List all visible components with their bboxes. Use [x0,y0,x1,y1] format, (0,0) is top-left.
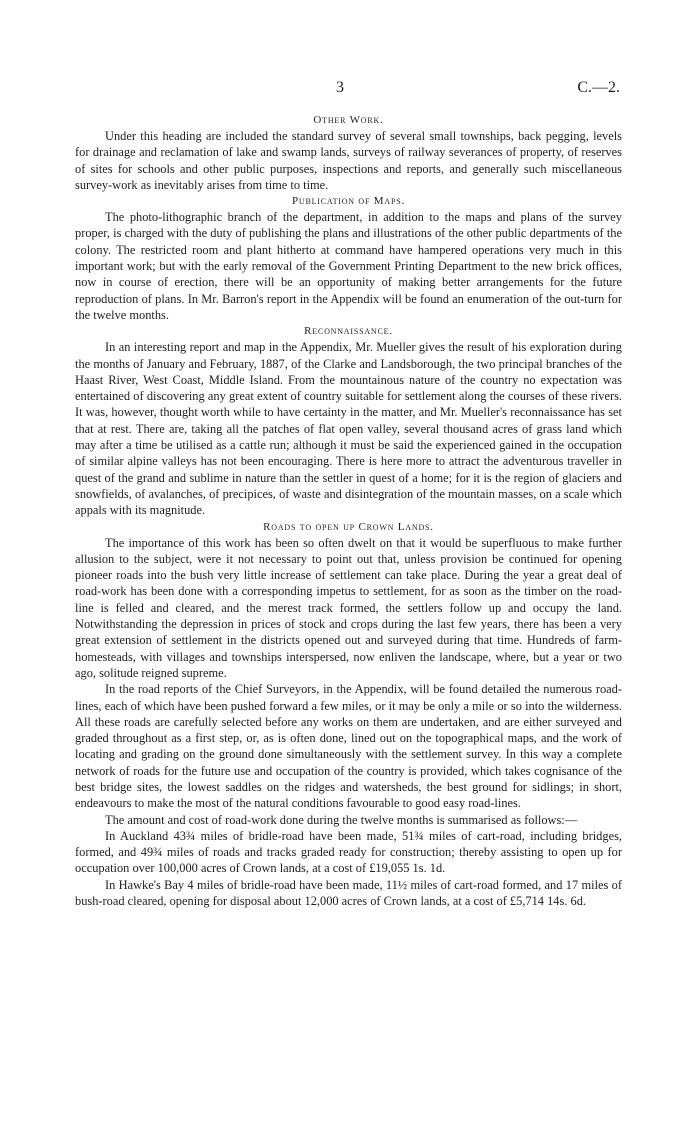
paragraph: In the road reports of the Chief Surveyors, in the Appendix, will be found detailed the numerous road-lines, each of which have been pushed forward a few miles, or it may be only a mile or so into the wilderness. All these roads are carefully selected before any works on them are undertaken, and are either surveyed and graded throughout as a first step, or, as is often done, lined out on the topographical maps, and the work of locating and grading on the ground done simultaneously with the settlement survey. In this way a complete network of roads for the future use and occupation of the country is provided, which takes cognisance of the best bridge sites, the lowest saddles on the ridges and watersheds, the best ground for sidlings; in short, endeavours to make the most of the natural conditions favourable to good easy road-lines. [75,682,622,811]
paragraph: In Hawke's Bay 4 miles of bridle-road have been made, 11½ miles of cart-road formed, and 17 miles of bush-road cleared, opening for disposal about 12,000 acres of Crown lands, at a cost of £5,714 14s. 6d. [75,877,622,909]
section-reconnaissance [75,323,622,518]
paragraph: The photo-lithographic branch of the department, in addition to the maps and plans of the survey proper, is charged with the duty of publishing the plans and illustrations of the other public departments of the colony. The restricted room and plant hitherto at command have hampered operations very much in this important work; but with the early removal of the Government Printing Department to the new brick offices, now in course of erection, there will be an opportunity of making better arrangements for the future reproduction of plans. In Mr. Barron's report in the Appendix will be found an enumeration of the out-turn for the twelve months. [75,210,622,322]
section-heading: Roads to open up Crown Lands. [263,520,434,533]
body-text [75,112,622,909]
page-number: 3 [336,79,344,96]
paragraph: Under this heading are included the standard survey of several small townships, back pegging, levels for drainage and reclamation of lake and swamp lands, surveys of railway severances of property, of reserves of sites for schools and other public purposes, inspections and reports, and generally such miscellaneous survey-work as inevitably arises from time to time. [75,129,622,192]
paragraph: The amount and cost of road-work done during the twelve months is summarised as follows:— [105,812,578,827]
section-publication-of-maps [75,193,622,323]
section-heading: Reconnaissance. [304,325,393,338]
section-roads-crown-lands [75,519,622,910]
document-reference: C.—2. [577,79,620,96]
paragraph: In an interesting report and map in the Appendix, Mr. Mueller gives the result of his exploration during the months of January and February, 1887, of the Clarke and Landsborough, the two principal branches of the Haast River, West Coast, Middle Island. From the mountainous nature of the country no expectation was entertained of discovering any great extent of country suitable for settlement along the courses of these rivers. It was, however, thought worth while to have certainty in the matter, and Mr. Mueller's reconnaissance has set that at rest. There are, taking all the patches of flat open valley, several thousand acres of grass land which may after a time be utilised as a cattle run; although it must be said the experienced gained in the occupation of similar alpine valleys has not been encouraging. There is here more to attract the adventurous traveller in quest of the grand and sublime in nature than the settler in quest of a home; for it is the region of glaciers and snowfields, of avalanches, of precipices, of waste and disintegration of the mountain masses, on a scale which appals with its magnitude. [75,340,622,518]
section-other-work [75,112,622,193]
section-heading: Other Work. [313,114,384,126]
paragraph: The importance of this work has been so often dwelt on that it would be superfluous to make further allusion to the subject, were it not necessary to point out that, unless provision be continued for opening pioneer roads into the bush very little increase of settlement can take place. During the year a great deal of road-work has been done with a corresponding impetus to settlement, for as soon as the timber on the road-line is felled and cleared, and the merest track formed, the settlers follow up and occupy the land. Notwithstanding the depression in prices of stock and crops during the last few years, there has been a very great extension of settlement in the districts opened out and surveyed during that time. Hundreds of farm-homesteads, with villages and townships interspersed, now enliven the landscape, where, but a year or two ago, solitude reigned supreme. [75,535,622,680]
section-heading: Publication of Maps. [291,195,406,208]
page-header [0,80,700,100]
paragraph: In Auckland 43¾ miles of bridle-road have been made, 51¾ miles of cart-road, including bridges, formed, and 49¾ miles of roads and tracks graded ready for construction; thereby assisting to open up for occupation over 100,000 acres of Crown lands, at a cost of £19,055 1s. 1d. [75,828,622,876]
